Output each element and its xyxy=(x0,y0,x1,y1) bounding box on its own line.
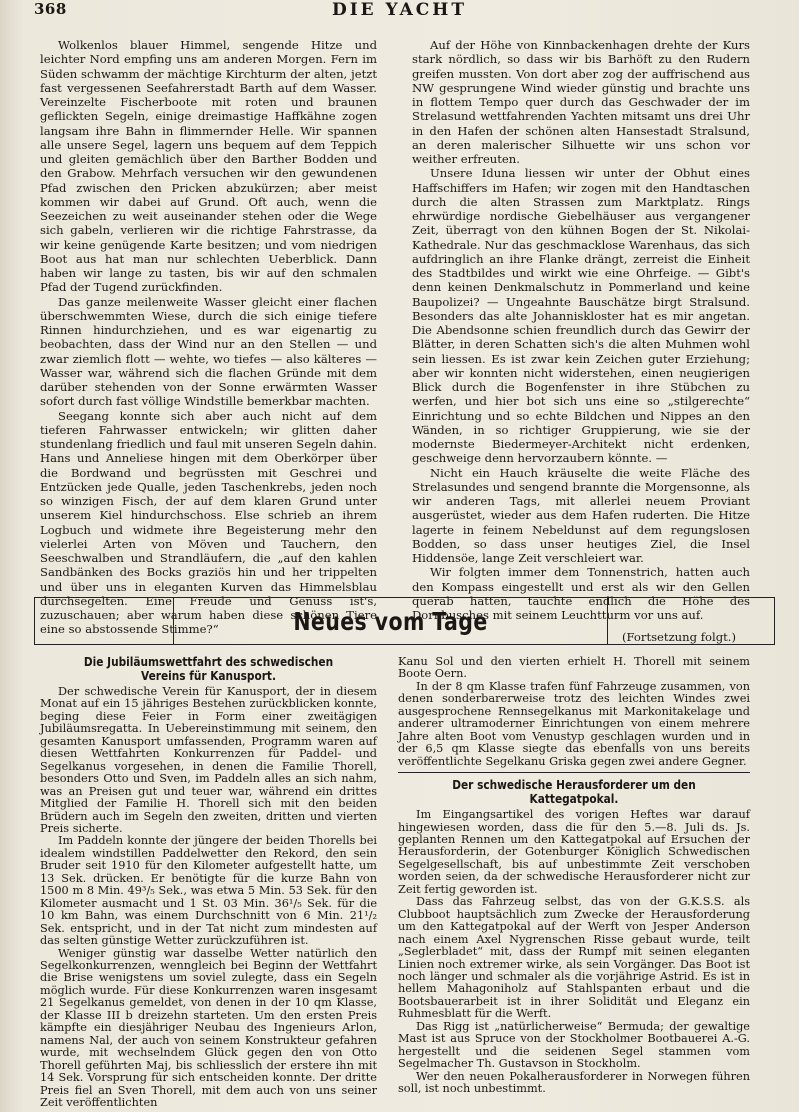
article-paragraph: Im Eingangsartikel des vorigen Heftes war darauf hingewiesen worden, dass die für den 5.—8. Juli ds. Js. geplanten Rennen um den Kattegatpokal auf Ersuchen der Herausforderin, der Gotenburger Königlich Schwedischen Segelgesellschaft, bis auf unbestimmte Zeit verschoben worden seien, da der schwedische Herausforderer nicht zur Zeit fertig geworden ist. xyxy=(398,808,750,896)
story-paragraph: Unsere Iduna liessen wir unter der Obhut eines Haffschiffers im Hafen; wir zogen mit den Handtaschen durch die alten Strassen zum Marktplatz. Rings ehrwürdige nordische Giebelhäuser aus vergangener Zeit, überragt von den kühnen Bogen der St. Nikolai-Kathedrale. Nur das geschmacklose Warenhaus, das sich aufdringlich an ihre Flanke drängt, zerreist die Einheit des Stadtbildes und wirkt wie eine Ohrfeige. — Gibt's denn keinen Denkmalschutz in Pommerland und keine Baupolizei? — Ungeahnte Bauschätze birgt Stralsund. Besonders das alte Johanniskloster hat es mir angetan. Die Abendsonne schien freundlich durch das Gewirr der Blätter, in deren Schatten sich's die alten Muhmen wohl sein liessen. Es ist zwar kein Zeichen guter Erziehung; aber wir konnten nicht widerstehen, einen neugierigen Blick durch die Bogenfenster in ihre Stübchen zu werfen, und hier bot sich uns eine so „stilgerechte“ Einrichtung und so echte Bildchen und Nippes an den Wänden, in so richtiger Gruppierung, wie sie der modernste Biedermeyer-Architekt nicht erdenken, geschweige denn hervorzaubern könnte. — xyxy=(412,166,750,466)
article-paragraph: Wer den neuen Pokalherausforderer in Norwegen führen soll, ist noch unbestimmt. xyxy=(398,1069,750,1096)
canoe-article-left xyxy=(40,656,377,1109)
kattegat-article-headline: Der schwedische Herausforderer um den Kattegatpokal. xyxy=(452,778,696,806)
article-paragraph: Weniger günstig war dasselbe Wetter natürlich den Segelkonkurrenzen, wenngleich bei Beginn der Wettfahrt die Brise wenigstens um soviel zulegte, dass ein Segeln möglich wurde. Für diese Konkurrenzen waren insgesamt 21 Segelkanus gemeldet, von denen in der 10 qm Klasse, der Klasse III b dreizehn starteten. Um den ersten Preis kämpfte ein diesjähriger Neubau des Ingenieurs Arlon, namens Nal, der auch von seinem Konstrukteur gefahren wurde, mit wechselndem Glück gegen den von Otto Thorell geführten Maj, bis schliesslich der erstere ihn mit 14 Sek. Vorsprung für sich entscheiden konnte. Der dritte Preis fiel an Sven Thorell, mit dem auch von uns seiner Zeit veröffentlichten xyxy=(40,946,377,1109)
section-banner xyxy=(34,597,775,645)
story-paragraph: Seegang konnte sich aber auch nicht auf dem tieferen Fahrwasser entwickeln; wir glitten daher stundenlang friedlich und faul mit unseren Segeln dahin. Hans und Anneliese hingen mit dem Oberkörper über die Bordwand und begrüssten mit Geschrei und Entzücken jede Qualle, jeden Taschenkrebs, jeden noch so winzigen Fisch, der auf dem klaren Grund unter unserem Kiel hindurchschoss. Else schrieb an ihrem Logbuch und widmete ihre Begeisterung mehr den vielerlei Arten von Möven und Tauchern, den Seeschwalben und Strandläufern, die „auf den kahlen Sandbänken des Bocks graziös hin und her trippelten und über uns in eleganten Kurven das Himmelsblau durchsegelten. Eine Freude und Genuss ist's, zuzuschauen; aber warum haben diese schönen Tiere eine so abstossende Stimme?“ xyxy=(40,408,377,637)
story-paragraph: Wir folgten immer dem Tonnenstrich, hatten auch den Kompass eingestellt und erst als wir den Gellen querab hatten, tauchte endlich die Höhe des Dornbusches mit seinem Leuchtturm vor uns auf. xyxy=(412,565,750,622)
page-number: 368 xyxy=(34,0,67,18)
article-paragraph: Im Paddeln konnte der jüngere der beiden Thorells bei idealem windstillen Paddelwetter den Rekord, den sein Bruder seit 1910 für den Kilometer aufgestellt hatte, um 13 Sek. drücken. Er benötigte für die kurze Bahn von 1500 m 8 Min. 49³/₅ Sek., was etwa 5 Min. 53 Sek. für den Kilometer ausmacht und 1 St. 03 Min. 36¹/₅ Sek. für die 10 km Bahn, was einem Durchschnitt von 6 Min. 21¹/₂ Sek. entspricht, und in der Tat nicht zum mindesten auf das selten günstige Wetter zurückzuführen ist. xyxy=(40,834,377,948)
story-paragraph: Wolkenlos blauer Himmel, sengende Hitze und leichter Nord empfing uns am anderen Morgen. Fern im Süden schwamm der mächtige Kirchturm der alten, jetzt fast vergessenen Seefahrerstadt Barth auf dem Wasser. Vereinzelte Fischerboote mit roten und braunen geflickten Segeln, einige dreimastige Haffkähne zogen langsam ihre Bahn in flimmernder Helle. Wir spannen alle unsere Segel, lagern uns bequem auf dem Teppich und gleiten gemächlich über den Barther Bodden und den Grabow. Mehrfach versuchen wir den gewundenen Pfad zwischen den Pricken abzukürzen; aber meist kommen wir dabei auf Grund. Oft auch, wenn die Seezeichen zu weit auseinander stehen oder die Wege sich gabeln, verlieren wir die richtige Fahrstrasse, da wir keine genügende Karte besitzen; und vom niedrigen Boot aus hat man nur schlechten Ueberblick. Dann haben wir lange zu tasten, bis wir auf den schmalen Pfad der Tugend zurückfinden. xyxy=(40,38,377,295)
article-paragraph: Kanu Sol und den vierten erhielt H. Thorell mit seinem Boote Oern. xyxy=(398,655,750,681)
continuation-note: (Fortsetzung folgt.) xyxy=(621,630,736,645)
article-paragraph: In der 8 qm Klasse trafen fünf Fahrzeuge zusammen, von denen sonderbarerweise trotz des leichten Windes zwei ausgesprochene Rennsegelkanus mit Markonitakelage und anderer ultramoderner Einrichtungen von einem mehrere Jahre alten Boot vom Venustyp geschlagen wurden und in der 6,5 qm Klasse siegte das ebenfalls von uns bereits veröffentlichte Segelkanu Griska gegen zwei andere Gegner. xyxy=(398,679,750,768)
article-paragraph: Dass das Fahrzeug selbst, das von der G.K.S.S. als Clubboot hauptsächlich zum Zwecke der Herausforderung um den Kattegatpokal auf der Werft von Jesper Anderson nach einem Axel Nygrenschen Risse gebaut wurde, teilt „Seglerbladet“ mit, dass der Rumpf mit seinen eleganten Linien noch extremer wirke, als sein Vorgänger. Das Boot ist noch länger und schmaler als die vorjährige Astrid. Es ist in hellem Mahagoniholz auf Stahlspanten erbaut und die Bootsbauerarbeit ist in ihrer Solidität und Eleganz ein Ruhmesblatt für die Werft. xyxy=(398,895,750,1021)
right-lower-column xyxy=(398,656,750,1096)
article-paragraph: Das Rigg ist „natürlicherweise“ Bermuda; der gewaltige Mast ist aus Spruce von der Stockholmer Bootbauerei A.-G. hergestellt und die seidenen Segel stammen vom Segelmacher Th. Gustavson in Stockholm. xyxy=(398,1019,750,1071)
article-paragraph: Der schwedische Verein für Kanusport, der in diesem Monat auf ein 15 jähriges Bestehen zurückblicken konnte, beging diese Feier in Form einer zweitägigen Jubiläumsregatta. In Uebereinstimmung mit seinem, den gesamten Kanusport umfassenden, Programm waren auf diesen Wettfahrten Konkurrenzen für Paddel- und Segelkanus vorgesehen, in denen die Familie Thorell, besonders Otto und Sven, im Paddeln alles an sich nahm, was an Preisen gut und teuer war, während ein drittes Mitglied der Familie H. Thorell sich mit den beiden Brüdern auch im Segeln den zweiten, dritten und vierten Preis sicherte. xyxy=(40,685,377,835)
section-title: Neues vom Tage xyxy=(293,606,488,636)
article-divider xyxy=(398,772,750,773)
running-title: DIE YACHT xyxy=(331,0,468,20)
canoe-article-headline: Die Jubiläumswettfahrt des schwedischen Vereins für Kanusport. xyxy=(83,655,334,683)
banner-title-box xyxy=(173,598,608,644)
story-paragraph: Nicht ein Hauch kräuselte die weite Fläche des Strelasundes und sengend brannte die Morgensonne, als wir anderen Tags, mit allerlei neuem Proviant ausgerüstet, wieder aus dem Hafen ruderten. Die Hitze lagerte in feinem Nebeldunst auf dem regungslosen Bodden, so dass unser heutiges Ziel, die Insel Hiddensöe, lange Zeit verschleiert war. xyxy=(412,465,750,565)
story-paragraph: Auf der Höhe von Kinnbackenhagen drehte der Kurs stark nördlich, so dass wir bis Barhöft zu den Rudern greifen mussten. Von dort aber zog der auffrischend aus NW gesprungene Wind wieder günstig und brachte uns in flottem Tempo quer durch das Geschwader der im Strelasund wettfahrenden Yachten mitsamt uns drei Uhr in den Hafen der schönen alten Hansestadt Stralsund, an deren malerischer Silhuette wir uns schon vor weither erfreuten. xyxy=(412,38,750,166)
right-column-story xyxy=(412,38,750,645)
left-column-story xyxy=(40,38,377,637)
story-paragraph: Das ganze meilenweite Wasser gleicht einer flachen überschwemmten Wiese, durch die sich einige tiefere Rinnen hindurchziehen, und es war eigenartig zu beobachten, dass der Wind nur an den Stellen — und zwar ziemlich flott — wehte, wo tiefes — also kälteres — Wasser war, während sich die flachen Gründe mit dem darüber stehenden von der Sonne erwärmten Wasser sofort durch fast völlige Windstille bemerkbar machten. xyxy=(40,294,377,409)
